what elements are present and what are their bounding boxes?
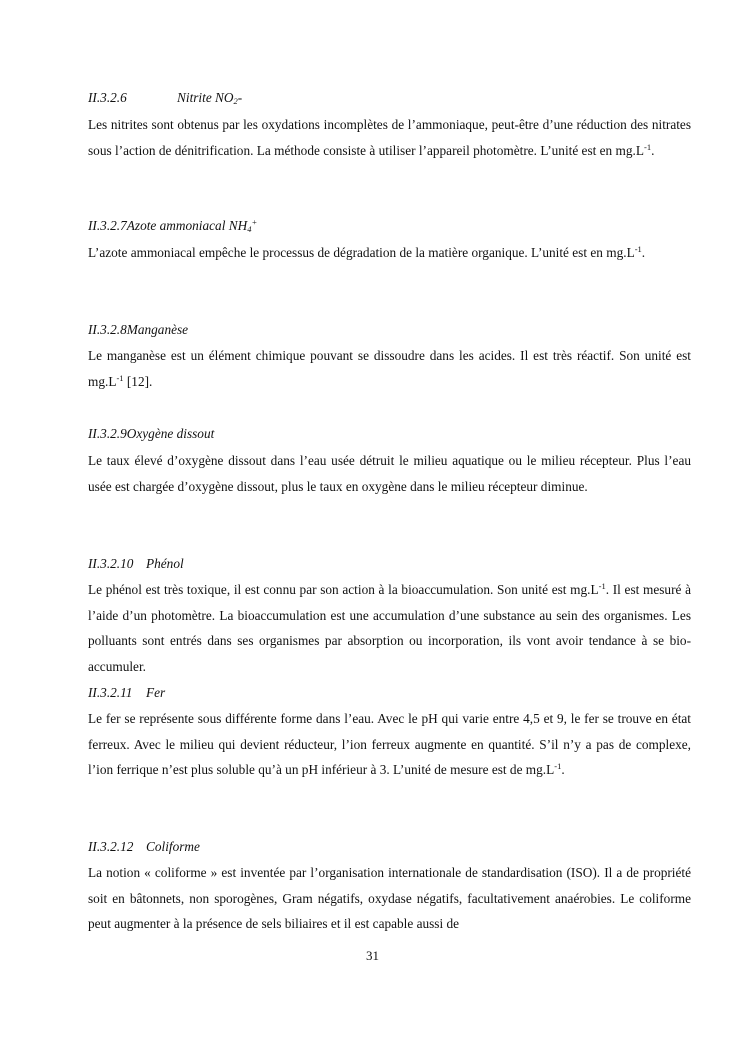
section-number: II.3.2.10 bbox=[88, 556, 134, 571]
paragraph-azote: L’azote ammoniacal empêche le processus de dégradation de la matière organique. L’unité est en $mg.L^{-1}$. bbox=[88, 244, 646, 260]
page-number: 31 bbox=[366, 948, 379, 963]
section-heading-fer bbox=[88, 685, 165, 701]
section-title: Nitrite $NO_2-$ bbox=[177, 90, 243, 106]
section-title: Fer bbox=[146, 685, 166, 700]
section-number: II.3.2.6 bbox=[88, 90, 127, 105]
section-heading-nitrite bbox=[88, 90, 242, 106]
section-title: Coliforme bbox=[146, 839, 200, 854]
section-heading-azote bbox=[88, 218, 257, 234]
section-heading-coliforme bbox=[88, 839, 200, 855]
section-heading-manganese bbox=[88, 322, 188, 338]
paragraph-manganese: Le manganèse est un élément chimique pouvant se dissoudre dans les acides. Il est très réactif. Son unité est $mg.L^{-1}$ [12]. bbox=[88, 348, 691, 389]
section-number: II.3.2.11 bbox=[88, 685, 133, 700]
section-number: II.3.2.9 bbox=[88, 426, 127, 441]
section-number: II.3.2.12 bbox=[88, 839, 134, 854]
paragraph-coliforme: La notion « coliforme » est inventée par l’organisation internationale de standardisation (ISO). Il a de propriété soit en bâtonnets, non sporogènes, Gram négatifs, oxydase négatifs, facultativement anaérobies. Le coliforme peut augmenter à la présence de sels biliaires et il est capable aussi de bbox=[88, 865, 691, 931]
paragraph-nitrite: Les nitrites sont obtenus par les oxydations incomplètes de l’ammoniaque, peut-être d’une réduction des nitrates sous l’action de dénitrification. La méthode consiste à utiliser l’appareil photomètre. L’unité est en $mg.L^{-1}$. bbox=[88, 117, 691, 158]
section-heading-oxygene bbox=[88, 426, 214, 442]
section-number: II.3.2.8 bbox=[88, 322, 127, 337]
section-title: Azote ammoniacal $NH_4^+$ bbox=[126, 217, 258, 234]
paragraph-fer: Le fer se représente sous différente forme dans l’eau. Avec le pH qui varie entre 4,5 et 9, le fer se trouve en état ferreux. Avec le milieu qui devient réducteur, l’ion ferreux augmente en quantité. S’il n’y a pas de complexe, l’ion ferrique n’est plus soluble qu’à un pH inférieur à 3. L’unité de mesure est de $mg.L^{-1}$. bbox=[88, 711, 691, 777]
section-title: Phénol bbox=[146, 556, 184, 571]
paragraph-oxygene: Le taux élevé d’oxygène dissout dans l’eau usée détruit le milieu aquatique ou le milieu récepteur. Plus l’eau usée est chargée d’oxygène dissout, plus le taux en oxygène dans le milieu récepteur diminue. bbox=[88, 453, 691, 494]
section-number: II.3.2.7 bbox=[88, 218, 127, 233]
section-title: Manganèse bbox=[126, 322, 189, 337]
paragraph-phenol: Le phénol est très toxique, il est connu par son action à la bioaccumulation. Son unité est $mg.L^{-1}$. Il est mesuré à l’aide d’un photomètre. La bioaccumulation est une accumulation d’une substance au sein des organismes. Les polluants sont entrés dans ses organismes par absorption ou incorporation, ils vont avoir tendance à se bio-accumuler. bbox=[88, 581, 691, 674]
section-heading-phenol bbox=[88, 556, 184, 572]
section-title: Oxygène dissout bbox=[126, 426, 215, 441]
